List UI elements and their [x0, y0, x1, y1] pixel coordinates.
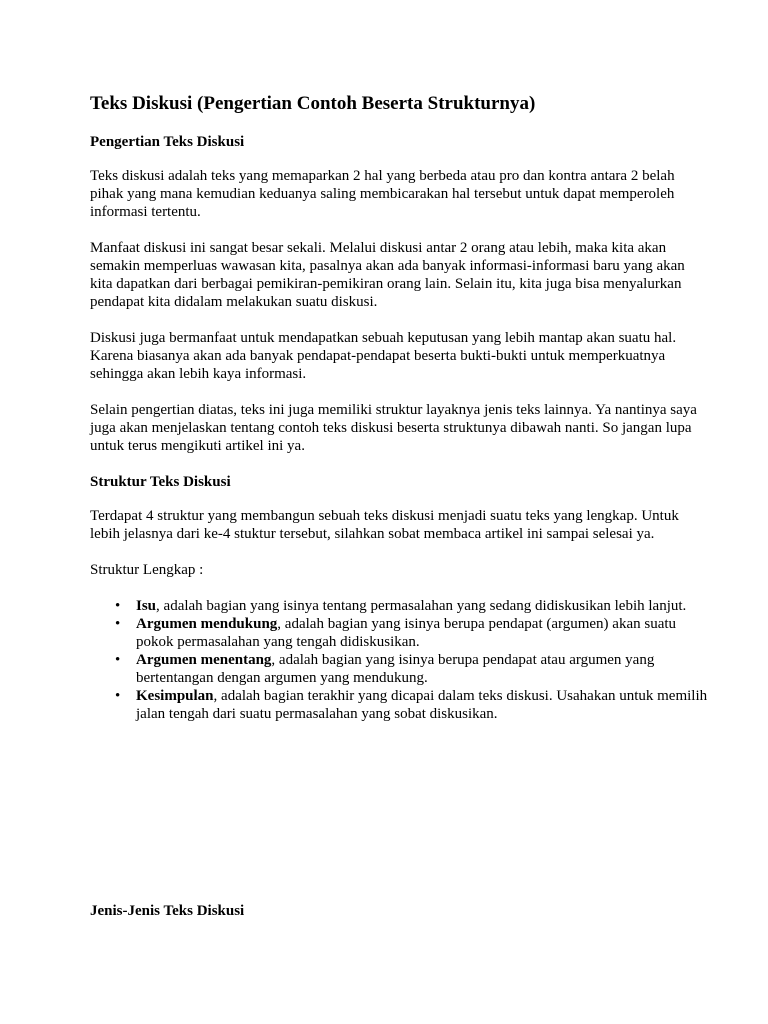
list-item-term: Kesimpulan — [136, 688, 214, 704]
list-item-argumen-mendukung — [90, 615, 708, 651]
structure-list — [90, 597, 708, 723]
paragraph-definition: Teks diskusi adalah teks yang memaparkan 2 hal yang berbeda atau pro dan kontra antara 2 belah pihak yang mana kemudian keduanya saling membicarakan hal tersebut untuk dapat memperoleh informasi tertentu. — [90, 168, 675, 220]
list-item-isu — [90, 597, 708, 615]
paragraph-four-structures: Terdapat 4 struktur yang membangun sebuah teks diskusi menjadi suatu teks yang lengkap. Untuk lebih jelasnya dari ke-4 stuktur tersebut, silahkan sobat membaca artikel ini sampai selesai ya. — [90, 508, 679, 542]
bullet-icon: • — [115, 688, 121, 704]
list-item-kesimpulan — [90, 687, 708, 723]
list-item-argumen-menentang — [90, 651, 708, 687]
paragraph-benefits: Manfaat diskusi ini sangat besar sekali. Melalui diskusi antar 2 orang atau lebih, maka kita akan semakin memperluas wawasan kita, pasalnya akan ada banyak informasi-informasi baru yang akan kita dapatkan dari berbagai pemikiran-pemikiran orang lain. Selain itu, kita juga bisa menyalurkan pendapat kita didalam melakukan suatu diskusi. — [90, 240, 685, 310]
list-item-term: Isu — [136, 598, 157, 614]
list-item-text: , adalah bagian yang isinya berupa pendapat (argumen) akan suatu pokok permasalahan yang tengah didiskusikan. — [136, 616, 677, 650]
list-item-text: , adalah bagian terakhir yang dicapai dalam teks diskusi. Usahakan untuk memilih jalan tengah dari suatu permasalahan yang sobat diskusikan. — [136, 688, 708, 722]
list-item-term: Argumen mendukung — [136, 616, 278, 632]
bullet-icon: • — [115, 652, 121, 668]
section-heading-jenis: Jenis-Jenis Teks Diskusi — [90, 903, 245, 919]
paragraph-decision: Diskusi juga bermanfaat untuk mendapatkan sebuah keputusan yang lebih mantap akan suatu hal. Karena biasanya akan ada banyak pendapat-pendapat beserta bukti-bukti untuk memperkuatnya sehingga akan lebih kaya informasi. — [90, 330, 677, 382]
bullet-icon: • — [115, 616, 121, 632]
paragraph-structure-intro: Selain pengertian diatas, teks ini juga memiliki struktur layaknya jenis teks lainnya. Ya nantinya saya juga akan menjelaskan tentang contoh teks diskusi beserta struktunya dibawah nanti. So jangan lupa untuk terus mengikuti artikel ini ya. — [90, 402, 697, 454]
paragraph-struktur-lengkap: Struktur Lengkap : — [90, 562, 204, 578]
list-item-term: Argumen menentang — [136, 652, 272, 668]
list-item-text: , adalah bagian yang isinya berupa pendapat atau argumen yang bertentangan dengan argumen yang mendukung. — [136, 652, 655, 686]
bullet-icon: • — [115, 598, 121, 614]
section-heading-struktur: Struktur Teks Diskusi — [90, 474, 231, 490]
list-item-text: , adalah bagian yang isinya tentang permasalahan yang sedang didiskusikan lebih lanjut. — [156, 598, 687, 614]
document-title: Teks Diskusi (Pengertian Contoh Beserta Strukturnya) — [90, 93, 536, 114]
section-heading-pengertian: Pengertian Teks Diskusi — [90, 134, 245, 150]
